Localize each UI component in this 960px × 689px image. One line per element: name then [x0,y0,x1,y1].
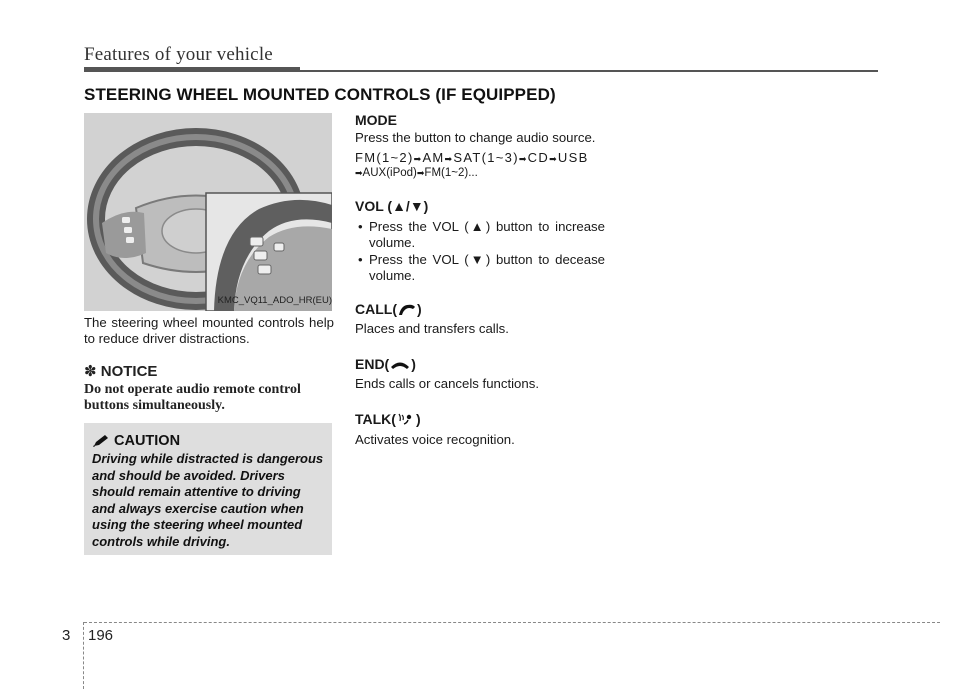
footer-vertical-divider [83,622,84,689]
mode-seq-item: SAT(1~3) [453,150,519,165]
mode-seq-item: FM(1~2) [355,150,414,165]
call-text: Places and transfers calls. [355,321,509,336]
arrow-right-icon: ➡ [444,154,454,164]
steering-wheel-figure [84,113,332,311]
talk-heading-suffix: ) [415,411,421,427]
mode-seq-item: AUX(iPod) [362,167,417,179]
steering-wheel-illustration [84,113,332,311]
chapter-title: Features of your vehicle [84,44,273,65]
intro-paragraph: The steering wheel mounted controls help to reduce driver distractions. [84,315,334,346]
mode-seq-item: FM(1~2)... [424,167,478,179]
vol-heading: VOL (▲/▼) [355,198,429,214]
talk-heading-prefix: TALK( [355,411,396,427]
vol-list [355,219,605,285]
arrow-right-icon: ➡ [413,154,423,164]
call-heading-prefix: CALL( [355,301,397,317]
phone-end-icon [389,359,411,371]
end-text: Ends calls or cancels functions. [355,376,539,391]
section-title: STEERING WHEEL MOUNTED CONTROLS (IF EQUIPPED) [84,85,556,104]
arrow-right-icon: ➡ [355,168,363,178]
footer-divider [84,622,940,623]
arrow-right-icon: ➡ [416,168,425,178]
mode-seq-item: USB [557,150,589,165]
end-heading-prefix: END( [355,356,390,372]
list-item: • Press the VOL (▲) button to increase volume. [355,219,605,251]
page-number: 196 [88,627,114,644]
mode-sequence-line-2 [355,167,478,179]
end-heading-suffix: ) [411,356,416,372]
voice-talk-icon [396,412,416,428]
figure-caption: KMC_VQ11_ADO_HR(EU) [217,295,332,306]
mode-heading: MODE [355,112,397,128]
pencil-icon [92,434,110,448]
phone-call-icon [397,303,417,317]
list-item: • Press the VOL (▼) button to decease volume. [355,252,605,284]
arrow-right-icon: ➡ [518,154,528,164]
caution-title: CAUTION [114,433,181,449]
header-rule-thick [84,67,300,72]
arrow-right-icon: ➡ [549,154,558,164]
call-heading-suffix: ) [417,301,422,317]
mode-text: Press the button to change audio source. [355,130,596,145]
mode-seq-item: AM [422,150,445,165]
caution-text: Driving while distracted is dangerous and should be avoided. Drivers should remain attentive to driving and always exercise caution when using the steering wheel mounted controls while driving. [92,451,324,549]
mode-seq-item: CD [527,150,550,165]
talk-heading [355,411,421,428]
talk-text: Activates voice recognition. [355,432,515,447]
mode-sequence-line-1 [355,150,589,165]
page-chapter: 3 [62,627,71,644]
notice-title: ✽ NOTICE [84,363,158,380]
notice-text: Do not operate audio remote control buttons simultaneously. [84,382,301,413]
header-rule-thin [300,70,878,72]
call-heading [355,301,422,317]
end-heading [355,356,416,372]
